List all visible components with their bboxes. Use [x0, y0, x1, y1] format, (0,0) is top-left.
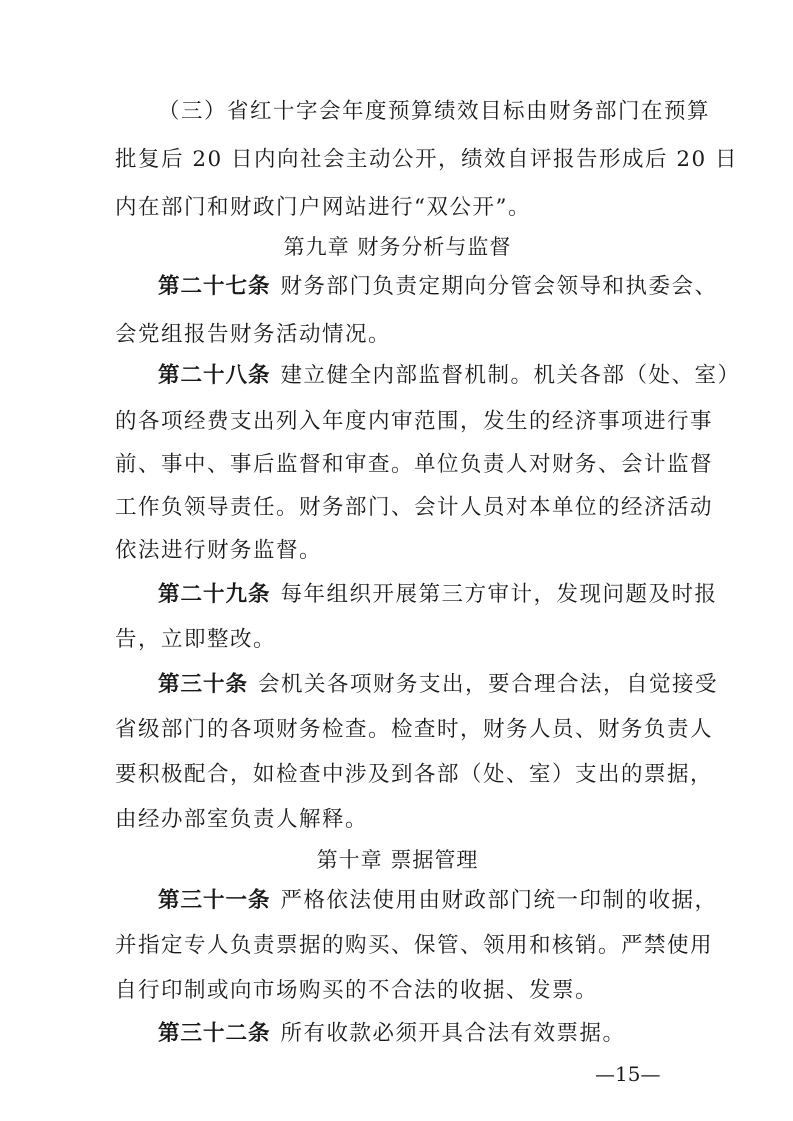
article-28-title: 第二十八条 [158, 363, 271, 388]
article-27-line [158, 273, 718, 301]
article-31-title: 第三十一条 [158, 888, 271, 913]
article-31-line [158, 887, 718, 915]
paragraph-line: 批复后 20 日内向社会主动公开，绩效自评报告形成后 20 日 [115, 147, 739, 172]
paragraph-line: 自行印制或向市场购买的不合法的收据、发票。 [115, 978, 599, 1003]
article-30-text: 会机关各项财务支出，要合理合法，自觉接受 [258, 672, 719, 697]
article-32-line [158, 1020, 680, 1048]
article-30-title: 第三十条 [158, 672, 249, 697]
article-29-line [158, 581, 718, 609]
paragraph-line: （三）省红十字会年度预算绩效目标由财务部门在预算 [158, 99, 711, 124]
article-27-text: 财务部门负责定期向分管会领导和执委会、 [280, 274, 718, 299]
chapter-heading-10: 第十章 票据管理 [316, 848, 479, 872]
paragraph-line: 省级部门的各项财务检查。检查时，财务人员、财务负责人 [115, 717, 714, 742]
paragraph-line: 前、事中、事后监督和审查。单位负责人对财务、会计监督 [115, 452, 714, 477]
article-30-line [158, 671, 719, 699]
paragraph-line: 内在部门和财政门户网站进行“双公开”。 [115, 195, 531, 220]
article-27-title: 第二十七条 [158, 274, 271, 299]
paragraph-line: 工作负领导责任。财务部门、会计人员对本单位的经济活动 [115, 495, 714, 520]
paragraph-line: 由经办部室负责人解释。 [115, 807, 369, 832]
paragraph-line: 依法进行财务监督。 [115, 538, 323, 563]
article-29-text: 每年组织开展第三方审计，发现问题及时报 [280, 582, 718, 607]
chapter-heading-9: 第九章 财务分析与监督 [283, 235, 512, 259]
paragraph-line: 告，立即整改。 [115, 627, 277, 652]
paragraph-line: 会党组报告财务活动情况。 [115, 322, 392, 347]
article-32-text: 所有收款必须开具合法有效票据。 [280, 1021, 626, 1046]
article-32-title: 第三十二条 [158, 1021, 271, 1046]
paragraph-line: 并指定专人负责票据的购买、保管、领用和核销。严禁使用 [115, 933, 714, 958]
page-number: —15— [595, 1062, 661, 1086]
paragraph-line: 的各项经费支出列入年度内审范围，发生的经济事项进行事 [115, 409, 714, 434]
paragraph-line: 要积极配合，如检查中涉及到各部（处、室）支出的票据， [115, 762, 714, 787]
article-28-text: 建立健全内部监督机制。机关各部（处、室） [280, 363, 741, 388]
article-29-title: 第二十九条 [158, 582, 271, 607]
article-28-line [158, 362, 741, 390]
article-31-text: 严格依法使用由财政部门统一印制的收据， [280, 888, 718, 913]
